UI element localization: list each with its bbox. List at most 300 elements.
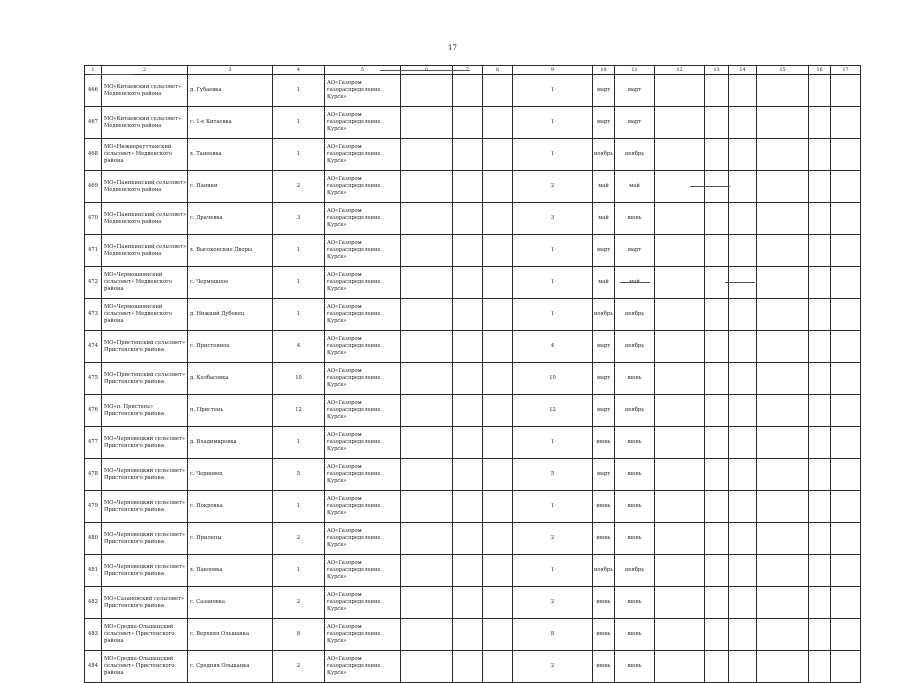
column-11-value: ноябрь	[615, 555, 655, 587]
municipality-name: МО«Паникинский сельсовет» Медвенского района	[102, 203, 188, 235]
column-9-value: 1	[513, 235, 593, 267]
object-count: 10	[273, 363, 325, 395]
column-7-value	[453, 555, 483, 587]
empty-cell-col-12	[655, 523, 705, 555]
gas-supplier: АО«Газпром газораспределение Курск»	[325, 523, 401, 555]
row-number: 484	[85, 651, 102, 683]
column-8-value	[483, 331, 513, 363]
empty-cell-col-14	[729, 331, 757, 363]
gas-supplier: АО«Газпром газораспределение Курск»	[325, 363, 401, 395]
gas-supplier: АО«Газпром газораспределение Курск»	[325, 267, 401, 299]
column-10-value: ноябрь	[593, 299, 615, 331]
table-row	[85, 171, 861, 203]
column-header: 15	[757, 66, 809, 75]
empty-cell-col-13	[705, 363, 729, 395]
column-7-value	[453, 427, 483, 459]
column-9-value: 2	[513, 587, 593, 619]
column-7-value	[453, 107, 483, 139]
municipality-name: МО«Пристенский сельсовет» Пристенского района	[102, 331, 188, 363]
column-6-value	[401, 171, 453, 203]
empty-cell-col-17	[831, 363, 861, 395]
column-header: 10	[593, 66, 615, 75]
column-7-value	[453, 299, 483, 331]
gas-supplier: АО«Газпром газораспределение Курск»	[325, 75, 401, 107]
empty-cell-col-13	[705, 427, 729, 459]
municipality-name: МО«Паникинский сельсовет» Медвенского района	[102, 235, 188, 267]
column-header: 5	[325, 66, 401, 75]
table-row	[85, 523, 861, 555]
column-9-value: 4	[513, 331, 593, 363]
empty-cell-col-14	[729, 523, 757, 555]
gas-supplier: АО«Газпром газораспределение Курск»	[325, 587, 401, 619]
settlement-name: с. Верхняя Ольшанка	[188, 619, 273, 651]
column-10-value: март	[593, 363, 615, 395]
empty-cell-col-12	[655, 651, 705, 683]
empty-cell-col-16	[809, 395, 831, 427]
empty-cell-col-13	[705, 203, 729, 235]
table-row	[85, 459, 861, 491]
empty-cell-col-15	[757, 523, 809, 555]
empty-cell-col-16	[809, 75, 831, 107]
empty-cell-col-12	[655, 619, 705, 651]
empty-cell-col-14	[729, 395, 757, 427]
empty-cell-col-13	[705, 331, 729, 363]
municipality-name: МО«п. Пристень» Пристенского района	[102, 395, 188, 427]
empty-cell-col-13	[705, 107, 729, 139]
column-7-value	[453, 651, 483, 683]
column-10-value: ноябрь	[593, 139, 615, 171]
column-9-value: 1	[513, 491, 593, 523]
municipality-name: МО«Средне-Ольшанский сельсовет» Пристенского района	[102, 651, 188, 683]
empty-cell-col-16	[809, 555, 831, 587]
row-number: 482	[85, 587, 102, 619]
row-number: 480	[85, 523, 102, 555]
column-8-value	[483, 491, 513, 523]
column-7-value	[453, 139, 483, 171]
empty-cell-col-13	[705, 139, 729, 171]
column-6-value	[401, 587, 453, 619]
column-11-value: июнь	[615, 651, 655, 683]
gas-supplier: АО«Газпром газораспределение Курск»	[325, 491, 401, 523]
column-header: 2	[102, 66, 188, 75]
settlement-name: х. Танеевка	[188, 139, 273, 171]
gas-supplier: АО«Газпром газораспределение Курск»	[325, 395, 401, 427]
row-number: 472	[85, 267, 102, 299]
page-number: 17	[448, 44, 457, 52]
empty-cell-col-16	[809, 427, 831, 459]
object-count: 4	[273, 331, 325, 363]
municipality-name: МО«Чермошнянский сельсовет» Медвенского района	[102, 299, 188, 331]
empty-cell-col-14	[729, 203, 757, 235]
column-8-value	[483, 171, 513, 203]
scan-mark	[725, 282, 755, 283]
column-header: 9	[513, 66, 593, 75]
column-header: 12	[655, 66, 705, 75]
empty-cell-col-14	[729, 299, 757, 331]
empty-cell-col-17	[831, 139, 861, 171]
gas-supplier: АО«Газпром газораспределение Курск»	[325, 619, 401, 651]
empty-cell-col-15	[757, 107, 809, 139]
column-6-value	[401, 427, 453, 459]
object-count: 1	[273, 107, 325, 139]
column-7-value	[453, 363, 483, 395]
empty-cell-col-16	[809, 651, 831, 683]
empty-cell-col-15	[757, 555, 809, 587]
column-8-value	[483, 363, 513, 395]
gas-supplier: АО«Газпром газораспределение Курск»	[325, 651, 401, 683]
gas-supplier: АО«Газпром газораспределение Курск»	[325, 139, 401, 171]
object-count: 1	[273, 555, 325, 587]
empty-cell-col-14	[729, 491, 757, 523]
empty-cell-col-12	[655, 139, 705, 171]
settlement-name: с. Черновец	[188, 459, 273, 491]
table-row	[85, 75, 861, 107]
municipality-name: МО«Средне-Ольшанский сельсовет» Пристенского района	[102, 619, 188, 651]
column-9-value: 1	[513, 107, 593, 139]
table-row	[85, 427, 861, 459]
empty-cell-col-13	[705, 235, 729, 267]
object-count: 8	[273, 619, 325, 651]
row-number: 475	[85, 363, 102, 395]
object-count: 12	[273, 395, 325, 427]
column-8-value	[483, 651, 513, 683]
empty-cell-col-12	[655, 491, 705, 523]
empty-cell-col-16	[809, 587, 831, 619]
empty-cell-col-12	[655, 331, 705, 363]
settlement-name: с. Покровка	[188, 491, 273, 523]
settlement-name: с. Чермошное	[188, 267, 273, 299]
settlement-name: с. Сазановка	[188, 587, 273, 619]
column-6-value	[401, 491, 453, 523]
column-10-value: март	[593, 107, 615, 139]
empty-cell-col-12	[655, 107, 705, 139]
column-10-value: июнь	[593, 587, 615, 619]
column-6-value	[401, 235, 453, 267]
empty-cell-col-15	[757, 171, 809, 203]
column-7-value	[453, 331, 483, 363]
gas-supplier: АО«Газпром газораспределение Курск»	[325, 107, 401, 139]
column-header: 6	[401, 66, 453, 75]
gas-supplier: АО«Газпром газораспределение Курск»	[325, 427, 401, 459]
empty-cell-col-12	[655, 363, 705, 395]
column-6-value	[401, 203, 453, 235]
column-11-value: июнь	[615, 459, 655, 491]
column-7-value	[453, 395, 483, 427]
empty-cell-col-14	[729, 75, 757, 107]
column-8-value	[483, 587, 513, 619]
column-6-value	[401, 139, 453, 171]
column-header: 3	[188, 66, 273, 75]
empty-cell-col-16	[809, 299, 831, 331]
settlement-name: п. Пристень	[188, 395, 273, 427]
column-header: 7	[453, 66, 483, 75]
empty-cell-col-15	[757, 619, 809, 651]
column-10-value: март	[593, 75, 615, 107]
empty-cell-col-13	[705, 459, 729, 491]
column-11-value: март	[615, 235, 655, 267]
empty-cell-col-12	[655, 587, 705, 619]
column-7-value	[453, 459, 483, 491]
empty-cell-col-15	[757, 587, 809, 619]
column-11-value: июнь	[615, 619, 655, 651]
column-8-value	[483, 75, 513, 107]
municipality-name: МО«Черновецкий сельсовет» Пристенского района	[102, 491, 188, 523]
empty-cell-col-15	[757, 395, 809, 427]
row-number: 469	[85, 171, 102, 203]
empty-cell-col-17	[831, 267, 861, 299]
object-count: 5	[273, 459, 325, 491]
column-10-value: март	[593, 235, 615, 267]
empty-cell-col-17	[831, 331, 861, 363]
column-9-value: 2	[513, 171, 593, 203]
gas-supplier: АО«Газпром газораспределение Курск»	[325, 331, 401, 363]
column-7-value	[453, 491, 483, 523]
column-8-value	[483, 235, 513, 267]
column-7-value	[453, 523, 483, 555]
column-6-value	[401, 299, 453, 331]
empty-cell-col-15	[757, 459, 809, 491]
object-count: 2	[273, 587, 325, 619]
empty-cell-col-12	[655, 427, 705, 459]
empty-cell-col-16	[809, 331, 831, 363]
column-11-value: ноябрь	[615, 331, 655, 363]
settlement-name: с. Драчевка	[188, 203, 273, 235]
column-11-value: июнь	[615, 427, 655, 459]
settlement-name: д. Губаевка	[188, 75, 273, 107]
empty-cell-col-13	[705, 619, 729, 651]
empty-cell-col-14	[729, 459, 757, 491]
empty-cell-col-16	[809, 523, 831, 555]
column-6-value	[401, 75, 453, 107]
table-row	[85, 235, 861, 267]
column-9-value: 2	[513, 651, 593, 683]
column-9-value: 1	[513, 555, 593, 587]
column-6-value	[401, 651, 453, 683]
column-11-value: ноябрь	[615, 395, 655, 427]
empty-cell-col-17	[831, 523, 861, 555]
settlement-name: д. Колбасовка	[188, 363, 273, 395]
column-8-value	[483, 523, 513, 555]
empty-cell-col-13	[705, 523, 729, 555]
empty-cell-col-12	[655, 267, 705, 299]
row-number: 471	[85, 235, 102, 267]
row-number: 479	[85, 491, 102, 523]
column-11-value: май	[615, 171, 655, 203]
column-9-value: 5	[513, 459, 593, 491]
column-11-value: ноябрь	[615, 139, 655, 171]
gas-supplier: АО«Газпром газораспределение Курск»	[325, 299, 401, 331]
column-11-value: май	[615, 267, 655, 299]
empty-cell-col-17	[831, 555, 861, 587]
empty-cell-col-14	[729, 235, 757, 267]
column-header: 8	[483, 66, 513, 75]
column-10-value: июнь	[593, 427, 615, 459]
row-number: 473	[85, 299, 102, 331]
table-row	[85, 203, 861, 235]
scan-mark	[690, 186, 730, 187]
column-7-value	[453, 267, 483, 299]
empty-cell-col-15	[757, 235, 809, 267]
empty-cell-col-15	[757, 299, 809, 331]
table-row	[85, 619, 861, 651]
column-6-value	[401, 267, 453, 299]
object-count: 1	[273, 139, 325, 171]
column-9-value: 12	[513, 395, 593, 427]
column-9-value: 1	[513, 267, 593, 299]
empty-cell-col-16	[809, 171, 831, 203]
settlement-name: д. Владимировка	[188, 427, 273, 459]
empty-cell-col-13	[705, 491, 729, 523]
empty-cell-col-13	[705, 587, 729, 619]
column-header: 13	[705, 66, 729, 75]
column-8-value	[483, 395, 513, 427]
column-10-value: июнь	[593, 523, 615, 555]
empty-cell-col-14	[729, 651, 757, 683]
row-number: 466	[85, 75, 102, 107]
column-11-value: ноябрь	[615, 299, 655, 331]
column-7-value	[453, 75, 483, 107]
object-count: 1	[273, 299, 325, 331]
settlement-name: с. Прилепы	[188, 523, 273, 555]
column-11-value: июнь	[615, 523, 655, 555]
register-table	[84, 65, 861, 683]
column-9-value: 2	[513, 523, 593, 555]
empty-cell-col-17	[831, 203, 861, 235]
column-header: 14	[729, 66, 757, 75]
column-10-value: март	[593, 331, 615, 363]
column-8-value	[483, 619, 513, 651]
gas-supplier: АО«Газпром газораспределение Курск»	[325, 203, 401, 235]
empty-cell-col-16	[809, 491, 831, 523]
empty-cell-col-14	[729, 171, 757, 203]
row-number: 468	[85, 139, 102, 171]
column-10-value: май	[593, 267, 615, 299]
column-header: 4	[273, 66, 325, 75]
settlement-name: с. Средняя Ольшанка	[188, 651, 273, 683]
empty-cell-col-17	[831, 107, 861, 139]
municipality-name: МО«Китаевский сельсовет» Медвенского района	[102, 75, 188, 107]
empty-cell-col-13	[705, 651, 729, 683]
row-number: 483	[85, 619, 102, 651]
empty-cell-col-17	[831, 75, 861, 107]
settlement-name: х. Высоконские Дворы	[188, 235, 273, 267]
column-10-value: ноябрь	[593, 555, 615, 587]
column-8-value	[483, 299, 513, 331]
column-11-value: июнь	[615, 587, 655, 619]
empty-cell-col-14	[729, 139, 757, 171]
column-8-value	[483, 427, 513, 459]
column-10-value: июнь	[593, 491, 615, 523]
empty-cell-col-17	[831, 235, 861, 267]
column-6-value	[401, 555, 453, 587]
column-header: 11	[615, 66, 655, 75]
column-9-value: 1	[513, 299, 593, 331]
column-9-value: 3	[513, 203, 593, 235]
municipality-name: МО«Паникинский сельсовет» Медвенского района	[102, 171, 188, 203]
table-row	[85, 491, 861, 523]
row-number: 478	[85, 459, 102, 491]
gas-supplier: АО«Газпром газораспределение Курск»	[325, 459, 401, 491]
settlement-name: с. Паники	[188, 171, 273, 203]
empty-cell-col-14	[729, 587, 757, 619]
municipality-name: МО«Черновецкий сельсовет» Пристенского района	[102, 427, 188, 459]
empty-cell-col-17	[831, 427, 861, 459]
column-6-value	[401, 523, 453, 555]
column-10-value: июнь	[593, 619, 615, 651]
table-row	[85, 299, 861, 331]
row-number: 477	[85, 427, 102, 459]
column-10-value: май	[593, 203, 615, 235]
column-9-value: 1	[513, 75, 593, 107]
column-11-value: март	[615, 107, 655, 139]
table-row	[85, 139, 861, 171]
column-11-value: март	[615, 75, 655, 107]
column-6-value	[401, 331, 453, 363]
empty-cell-col-13	[705, 299, 729, 331]
column-6-value	[401, 459, 453, 491]
municipality-name: МО«Черновецкий сельсовет» Пристенского района	[102, 555, 188, 587]
column-8-value	[483, 107, 513, 139]
municipality-name: МО«Нижнереутчанский сельсовет» Медвенского района	[102, 139, 188, 171]
empty-cell-col-16	[809, 619, 831, 651]
empty-cell-col-15	[757, 267, 809, 299]
empty-cell-col-17	[831, 395, 861, 427]
empty-cell-col-16	[809, 267, 831, 299]
municipality-name: МО«Черновецкий сельсовет» Пристенского района	[102, 459, 188, 491]
scan-mark	[620, 282, 650, 283]
table-row	[85, 587, 861, 619]
empty-cell-col-16	[809, 363, 831, 395]
empty-cell-col-16	[809, 139, 831, 171]
empty-cell-col-12	[655, 203, 705, 235]
empty-cell-col-17	[831, 587, 861, 619]
column-11-value: июнь	[615, 491, 655, 523]
column-header: 16	[809, 66, 831, 75]
column-7-value	[453, 587, 483, 619]
empty-cell-col-17	[831, 299, 861, 331]
empty-cell-col-12	[655, 75, 705, 107]
object-count: 1	[273, 267, 325, 299]
empty-cell-col-14	[729, 619, 757, 651]
empty-cell-col-17	[831, 459, 861, 491]
column-10-value: июнь	[593, 651, 615, 683]
empty-cell-col-15	[757, 331, 809, 363]
empty-cell-col-15	[757, 427, 809, 459]
column-7-value	[453, 619, 483, 651]
column-6-value	[401, 363, 453, 395]
empty-cell-col-15	[757, 75, 809, 107]
empty-cell-col-14	[729, 427, 757, 459]
column-6-value	[401, 395, 453, 427]
empty-cell-col-16	[809, 459, 831, 491]
row-number: 467	[85, 107, 102, 139]
object-count: 1	[273, 75, 325, 107]
column-header: 17	[831, 66, 861, 75]
municipality-name: МО«Чермошнянский сельсовет» Медвенского района	[102, 267, 188, 299]
header-row	[85, 66, 861, 75]
settlement-name: х. Павловка	[188, 555, 273, 587]
empty-cell-col-14	[729, 363, 757, 395]
row-number: 474	[85, 331, 102, 363]
row-number: 476	[85, 395, 102, 427]
empty-cell-col-14	[729, 555, 757, 587]
column-10-value: март	[593, 395, 615, 427]
column-9-value: 10	[513, 363, 593, 395]
empty-cell-col-13	[705, 555, 729, 587]
object-count: 2	[273, 523, 325, 555]
municipality-name: МО«Китаевский сельсовет» Медвенского района	[102, 107, 188, 139]
empty-cell-col-17	[831, 651, 861, 683]
